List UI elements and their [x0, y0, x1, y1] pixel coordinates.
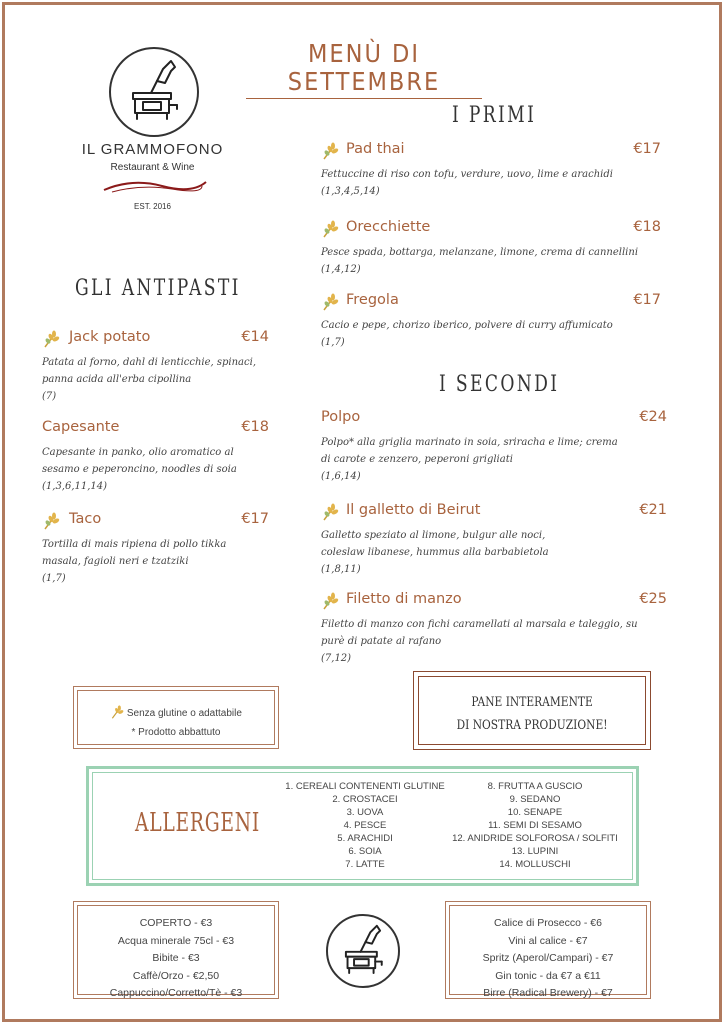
allergens-title: ALLERGENI	[135, 808, 261, 838]
item-price: €25	[639, 591, 667, 607]
allergen-item: 11. SEMI DI SESAMO	[488, 820, 582, 831]
item-price: €17	[633, 292, 661, 308]
item-description: Patata al forno, dahl di lenticchie, spinaci, panna acida all'erba cipollina (7)	[42, 357, 256, 402]
allergen-item: 14. MOLLUSCHI	[499, 859, 571, 870]
item-name: Pad thai	[346, 141, 405, 157]
drinks-item: Calice di Prosecco - €6	[494, 917, 602, 929]
legend-box	[73, 686, 279, 749]
extras-item: Cappuccino/Corretto/Tè - €3	[109, 987, 243, 999]
item-name: Taco	[69, 511, 102, 527]
extras-box	[73, 901, 279, 999]
allergen-item: 13. LUPINI	[511, 846, 559, 857]
item-name: Jack potato	[69, 329, 151, 345]
item-price: €21	[639, 502, 667, 518]
allergens-list-2	[445, 780, 625, 871]
menu-item	[321, 219, 661, 278]
drinks-item: Birre (Radical Brewery) - €7	[483, 987, 613, 999]
item-price: €17	[633, 141, 661, 157]
item-name: Il galletto di Beirut	[346, 502, 481, 518]
allergen-item: 7. LATTE	[345, 859, 385, 870]
menu-item	[321, 409, 667, 485]
wheat-icon	[42, 330, 60, 348]
wheat-icon	[321, 592, 339, 610]
wheat-icon	[110, 705, 124, 725]
item-description: Capesante in panko, olio aromatico al sesamo e peperoncino, noodles di soia (1,3,6,11,14)	[42, 447, 237, 492]
item-description: Galletto speziato al limone, bulgur alle noci, coleslaw libanese, hummus alla barbabietola (1,8,11)	[321, 530, 549, 575]
item-description: Tortilla di mais ripiena di pollo tikka masala, fagioli neri e tzatziki (1,7)	[42, 539, 227, 584]
allergen-item: 3. UOVA	[346, 807, 384, 818]
allergen-item: 10. SENAPE	[507, 807, 563, 818]
item-name: Fregola	[346, 292, 399, 308]
menu-item	[42, 419, 269, 495]
gramophone-icon	[326, 914, 400, 988]
section-title-antipasti: GLI ANTIPASTI	[75, 276, 241, 301]
bread-notice-line2: DI NOSTRA PRODUZIONE!	[456, 718, 608, 733]
item-description: Pesce spada, bottarga, melanzane, limone, crema di cannellini (1,4,12)	[321, 247, 639, 275]
extras-item: COPERTO - €3	[139, 917, 213, 929]
extras-item: Acqua minerale 75cl - €3	[117, 934, 235, 947]
brand-subtitle: Restaurant & Wine	[110, 162, 195, 173]
menu-title: MENÙ DI SETTEMBRE	[246, 40, 482, 99]
item-description: Cacio e pepe, chorizo iberico, polvere di curry affumicato (1,7)	[321, 320, 613, 348]
drinks-item: Gin tonic - da €7 a €11	[495, 969, 601, 982]
menu-item	[321, 292, 661, 351]
bread-notice-line1: PANE INTERAMENTE	[471, 695, 593, 710]
wheat-icon	[42, 512, 60, 530]
bread-notice	[413, 671, 651, 750]
allergens-list-1	[275, 780, 455, 871]
wheat-icon	[321, 293, 339, 311]
allergen-item: 1. CEREALI CONTENENTI GLUTINE	[285, 781, 445, 792]
item-price: €17	[241, 511, 269, 527]
wheat-icon	[321, 220, 339, 238]
allergen-item: 9. SEDANO	[509, 794, 561, 805]
drinks-item: Spritz (Aperol/Campari) - €7	[482, 952, 614, 964]
drinks-item: Vini al calice - €7	[508, 934, 588, 947]
item-name: Filetto di manzo	[346, 591, 462, 607]
item-description: Polpo* alla griglia marinato in soia, sriracha e lime; crema di carote e zenzero, peperoni grigliati (1,6,14)	[321, 437, 618, 482]
allergen-item: 8. FRUTTA A GUSCIO	[487, 781, 583, 792]
brand-est: EST. 2016	[134, 202, 171, 211]
allergen-item: 6. SOIA	[348, 846, 382, 857]
section-title-primi: I PRIMI	[452, 103, 537, 128]
legend-frozen: * Prodotto abbattuto	[131, 727, 221, 738]
brand-name: IL GRAMMOFONO	[81, 141, 224, 158]
allergen-item: 2. CROSTACEI	[332, 794, 398, 805]
menu-item	[321, 591, 667, 667]
item-name: Capesante	[42, 419, 120, 435]
menu-item	[321, 141, 661, 200]
item-price: €18	[633, 219, 661, 235]
menu-item	[42, 329, 269, 405]
gramophone-icon	[109, 47, 199, 137]
wheat-icon	[321, 142, 339, 160]
drinks-box	[445, 901, 651, 999]
item-description: Fettuccine di riso con tofu, verdure, uovo, lime e arachidi (1,3,4,5,14)	[321, 169, 613, 197]
item-name: Orecchiette	[346, 219, 431, 235]
menu-item	[321, 502, 667, 578]
allergen-item: 12. ANIDRIDE SOLFOROSA / SOLFITI	[452, 833, 618, 844]
brand-swoosh	[102, 180, 208, 194]
item-price: €18	[241, 419, 269, 435]
legend-gluten-free: Senza glutine o adattabile	[78, 705, 274, 725]
item-name: Polpo	[321, 409, 361, 425]
section-title-secondi: I SECONDI	[439, 372, 560, 397]
extras-item: Caffè/Orzo - €2,50	[132, 969, 220, 982]
allergen-item: 5. ARACHIDI	[337, 833, 393, 844]
menu-item	[42, 511, 269, 587]
wheat-icon	[321, 503, 339, 521]
item-price: €14	[241, 329, 269, 345]
item-description: Filetto di manzo con fichi caramellati al marsala e taleggio, su purè di patate al rafano (7,12)	[321, 619, 638, 664]
item-price: €24	[639, 409, 667, 425]
extras-item: Bibite - €3	[152, 952, 200, 964]
allergen-item: 4. PESCE	[343, 820, 387, 831]
